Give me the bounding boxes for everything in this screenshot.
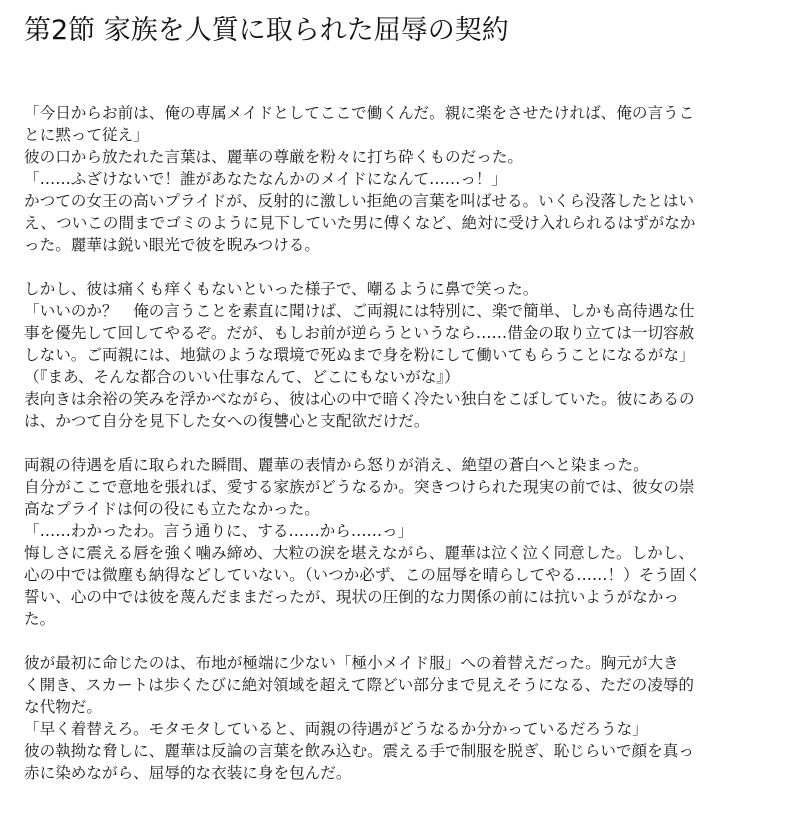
text-line: 「今日からお前は、俺の専属メイドとしてここで働くんだ。親に楽をさせたければ、俺の言うこ xyxy=(24,104,695,122)
text-line: く開き、スカートは歩くたびに絶対領域を超えて際どい部分まで見えそうになる、ただの凌辱的 xyxy=(24,676,694,694)
text-line: った。麗華は鋭い眼光で彼を睨みつける。 xyxy=(24,236,320,254)
text-line: 赤に染めながら、屈辱的な衣装に身を包んだ。 xyxy=(24,764,352,782)
text-line: とに黙って従え」 xyxy=(24,126,149,144)
text-line: （『まあ、そんな都合のいい仕事なんて、どこにもないがな』） xyxy=(24,368,460,386)
text-line: かつての女王の高いプライドが、反射的に激しい拒絶の言葉を叫ばせる。いくら没落したとはい xyxy=(24,192,695,210)
paragraph-2 xyxy=(24,278,766,432)
text-line: 悔しさに震える唇を強く噛み締め、大粒の涙を堪えながら、麗華は泣く泣く同意した。しかし、 xyxy=(24,544,694,562)
text-line: 事を優先して回してやるぞ。だが、もしお前が逆らうというなら……借金の取り立ては一切容赦 xyxy=(24,324,695,342)
paragraph-3 xyxy=(24,454,766,630)
text-line: 心の中では微塵も納得などしていない。（いつか必ず、この屈辱を晴らしてやる……！）そう固く xyxy=(24,566,702,584)
paragraph-1 xyxy=(24,102,766,256)
text-line: 「……ふざけないで！誰があなたなんかのメイドになんて……っ！」 xyxy=(24,170,508,188)
text-line: 彼の口から放たれた言葉は、麗華の尊厳を粉々に打ち砕くものだった。 xyxy=(24,148,524,166)
text-line: 「いいのか？ 俺の言うことを素直に聞けば、ご両親には特別に、楽で簡単、しかも高待遇な仕 xyxy=(24,302,695,320)
section-title: 第2節 家族を人質に取られた屈辱の契約 xyxy=(24,15,509,46)
text-line: 高なプライドは何の役にも立たなかった。 xyxy=(24,500,320,518)
text-line: 「……わかったわ。言う通りに、する……から……っ」 xyxy=(24,522,414,540)
text-line: え、ついこの間までゴミのように見下していた男に傅くなど、絶対に受け入れられるはずがなか xyxy=(24,214,696,232)
text-line: しない。ご両親には、地獄のような環境で死ぬまで身を粉にして働いてもらうことになるがな」 xyxy=(24,346,695,364)
document-body xyxy=(24,102,766,784)
paragraph-4 xyxy=(24,652,766,784)
text-line: 自分がここで意地を張れば、愛する家族がどうなるか。突きつけられた現実の前では、彼女の崇 xyxy=(24,478,695,496)
text-line: 「早く着替えろ。モタモタしていると、両親の待遇がどうなるか分かっているだろうな」 xyxy=(24,720,648,738)
text-line: 誓い、心の中では彼を蔑んだままだったが、現状の圧倒的な力関係の前には抗いようがなかっ xyxy=(24,588,679,606)
text-line: 両親の待遇を盾に取られた瞬間、麗華の表情から怒りが消え、絶望の蒼白へと染まった。 xyxy=(24,456,649,474)
text-line: た。 xyxy=(24,610,56,628)
text-line: 彼が最初に命じたのは、布地が極端に少ない「極小メイド服」への着替えだった。胸元が大き xyxy=(24,654,679,672)
text-line: 表向きは余裕の笑みを浮かべながら、彼は心の中で暗く冷たい独白をこぼしていた。彼にあるの xyxy=(24,390,695,408)
text-line: 彼の執拗な脅しに、麗華は反論の言葉を飲み込む。震える手で制服を脱ぎ、恥じらいで顔を真っ xyxy=(24,742,694,760)
text-line: な代物だ。 xyxy=(24,698,102,716)
text-line: しかし、彼は痛くも痒くもないといった様子で、嘲るように鼻で笑った。 xyxy=(24,280,539,298)
text-line: は、かつて自分を見下した女への復讐心と支配欲だけだ。 xyxy=(24,412,430,430)
